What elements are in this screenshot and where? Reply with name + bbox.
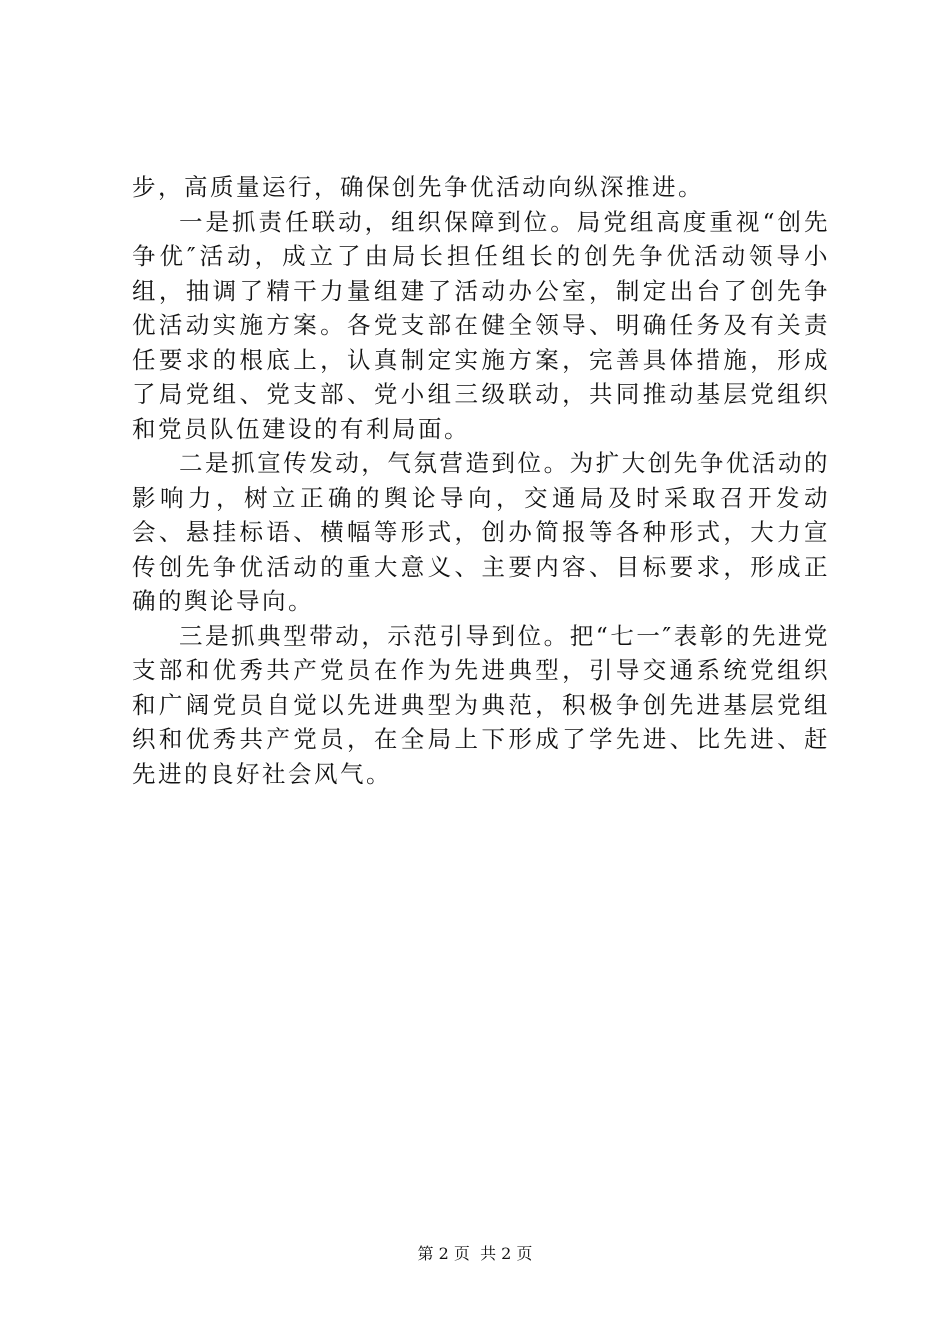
paragraph-continuation: 步，高质量运行，确保创先争优活动向纵深推进。 [132,173,704,201]
page-footer [0,1244,950,1264]
paragraph-model: 三是抓典型带动，示范引导到位。把“七一″表彰的先进党支部和优秀共产党员在作为先进典型，引导交通系统党组织和广阔党员自觉以先进典型为典范，积极争创先进基层党组织和优秀共产党员，在全局上下形成了学先进、比先进、赶先进的良好社会风气。 [132,621,830,788]
page-number-label: 第 2 页 共 2 页 [417,1244,533,1263]
paragraph-responsibility: 一是抓责任联动，组织保障到位。局党组高度重视“创先争优″活动，成立了由局长担任组长的创先争优活动领导小组，抽调了精干力量组建了活动办公室，制定出台了创先争优活动实施方案。各党支部在健全领导、明确任务及有关责任要求的根底上，认真制定实施方案，完善具体措施，形成了局党组、党支部、党小组三级联动，共同推动基层党组织和党员队伍建设的有利局面。 [132,207,830,443]
paragraph-publicity: 二是抓宣传发动，气氛营造到位。为扩大创先争优活动的影响力，树立正确的舆论导向，交通局及时采取召开发动会、悬挂标语、横幅等形式，创办简报等各种形式，大力宣传创先争优活动的重大意义、主要内容、目标要求，形成正确的舆论导向。 [132,449,830,615]
document-body [132,170,830,791]
